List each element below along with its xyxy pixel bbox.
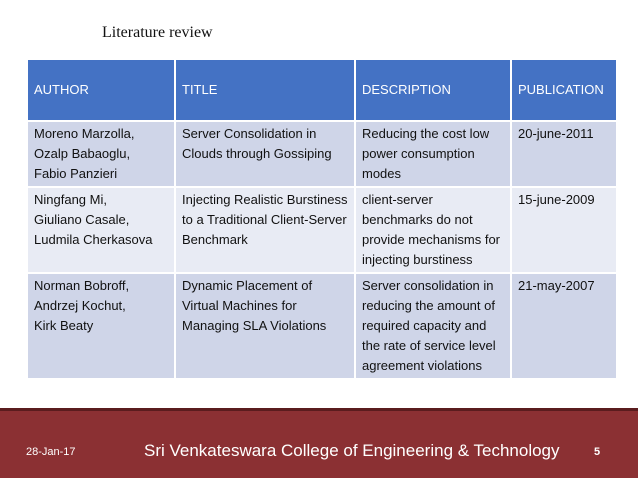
- page-number: 5: [594, 446, 601, 458]
- footer-date: 28-Jan-17: [26, 446, 76, 458]
- cell-title: Injecting Realistic Burstiness to a Traditional Client-Server Benchmark: [175, 187, 355, 273]
- footer-bar: [0, 408, 638, 478]
- table-header-row: [27, 59, 617, 121]
- cell-title: Dynamic Placement of Virtual Machines for Managing SLA Violations: [175, 273, 355, 379]
- cell-author: Moreno Marzolla, Ozalp Babaoglu, Fabio Panzieri: [27, 121, 175, 187]
- footer-college-name: Sri Venkateswara College of Engineering & Technology: [144, 441, 560, 460]
- literature-table: [26, 58, 618, 380]
- header-publication: PUBLICATION: [511, 59, 617, 121]
- footer-divider: [0, 408, 638, 411]
- header-title: TITLE: [175, 59, 355, 121]
- cell-publication: 15-june-2009: [511, 187, 617, 273]
- table-row: [27, 187, 617, 273]
- table-row: [27, 273, 617, 379]
- table-row: [27, 121, 617, 187]
- cell-author: Norman Bobroff, Andrzej Kochut, Kirk Beaty: [27, 273, 175, 379]
- cell-description: Reducing the cost low power consumption modes: [355, 121, 511, 187]
- cell-publication: 20-june-2011: [511, 121, 617, 187]
- cell-publication: 21-may-2007: [511, 273, 617, 379]
- slide-title: Literature review: [102, 24, 213, 41]
- cell-author: Ningfang Mi, Giuliano Casale, Ludmila Cherkasova: [27, 187, 175, 273]
- cell-description: Server consolidation in reducing the amount of required capacity and the rate of service level agreement violations: [355, 273, 511, 379]
- header-author: AUTHOR: [27, 59, 175, 121]
- cell-title: Server Consolidation in Clouds through Gossiping: [175, 121, 355, 187]
- header-description: DESCRIPTION: [355, 59, 511, 121]
- cell-description: client-server benchmarks do not provide mechanisms for injecting burstiness: [355, 187, 511, 273]
